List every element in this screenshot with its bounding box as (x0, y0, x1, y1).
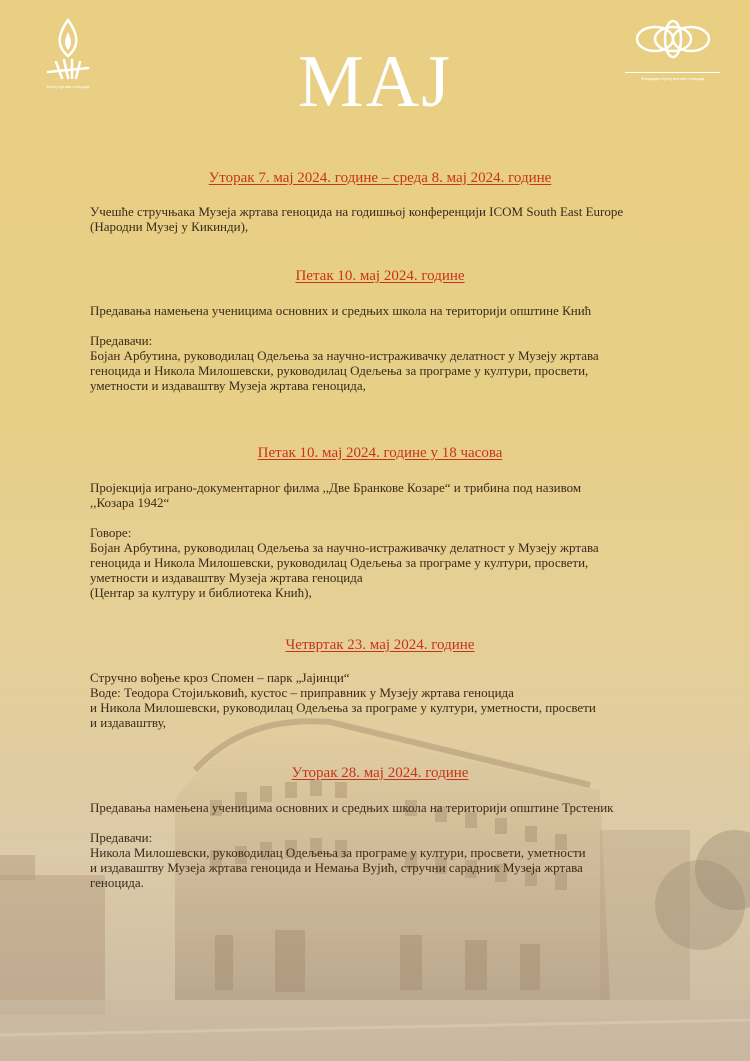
event-body: Пројекција играно-документарног филма ,,Две Бранкове Козаре“ и трибина под називом ,,Козара 1942“ Говоре: Бојан Арбутина, руководилац Одељења за научно-истраживачку делатност у Музеју жртава геноцида и Никола Милошевски, руководилац Одељења за програме у култури, просвети, уметности и издаваштву Музеја жртава геноцида (Центар за културу и библиотека Кнић), (90, 480, 599, 600)
event-body: Предавања намењена ученицима основних и средњих школа на територији општине Кнић Предавачи: Бојан Арбутина, руководилац Одељења за научно-истраживачку делатност у Музеју жртава геноцида и Никола Милошевски, руководилац Одељења за програме у култури, просвети, уметности и издаваштву Музеја жртава геноцида, (90, 303, 599, 393)
event-section-1 (90, 170, 670, 234)
event-section-5 (90, 765, 670, 890)
event-body: Учешће стручњака Музеја жртава геноцида на годишњој конференцији ICOM South East Europe (Народни Музеј у Кикинди), (90, 204, 624, 234)
event-section-3 (90, 445, 670, 600)
event-heading: Уторак 7. мај 2024. године – среда 8. мај 2024. године (208, 170, 552, 186)
page-title: МАЈ (297, 41, 453, 123)
event-section-2 (90, 268, 670, 393)
event-heading: Четвртак 23. мај 2024. године (285, 637, 475, 653)
event-section-4 (90, 637, 670, 730)
event-body: Стручно вођење кроз Спомен – парк „Јајинци“ Воде: Теодора Стојиљковић, кустос – приправник у Музеју жртава геноцида и Никола Милошевски, руководилац Одељења за програме у култури, уметности, просвети и издаваштву, (90, 670, 596, 730)
event-heading: Петак 10. мај 2024. године у 18 часова (257, 445, 503, 461)
event-heading: Уторак 28. мај 2024. године (291, 765, 469, 781)
right-logo-caption: Фондација Музеј жртава геноцида (625, 72, 720, 81)
left-logo-caption: Музеј жртава геноцида (46, 84, 90, 89)
event-heading: Петак 10. мај 2024. године (295, 268, 465, 284)
event-body: Предавања намењена ученицима основних и средњих школа на територији општине Трстеник Предавачи: Никола Милошевски, руководилац Одељења за програме у култури, просвети, уметности и издаваштву Музеја жртава геноцида и Немања Вујић, стручни сарадник Музеја жртава геноцида. (90, 800, 614, 890)
